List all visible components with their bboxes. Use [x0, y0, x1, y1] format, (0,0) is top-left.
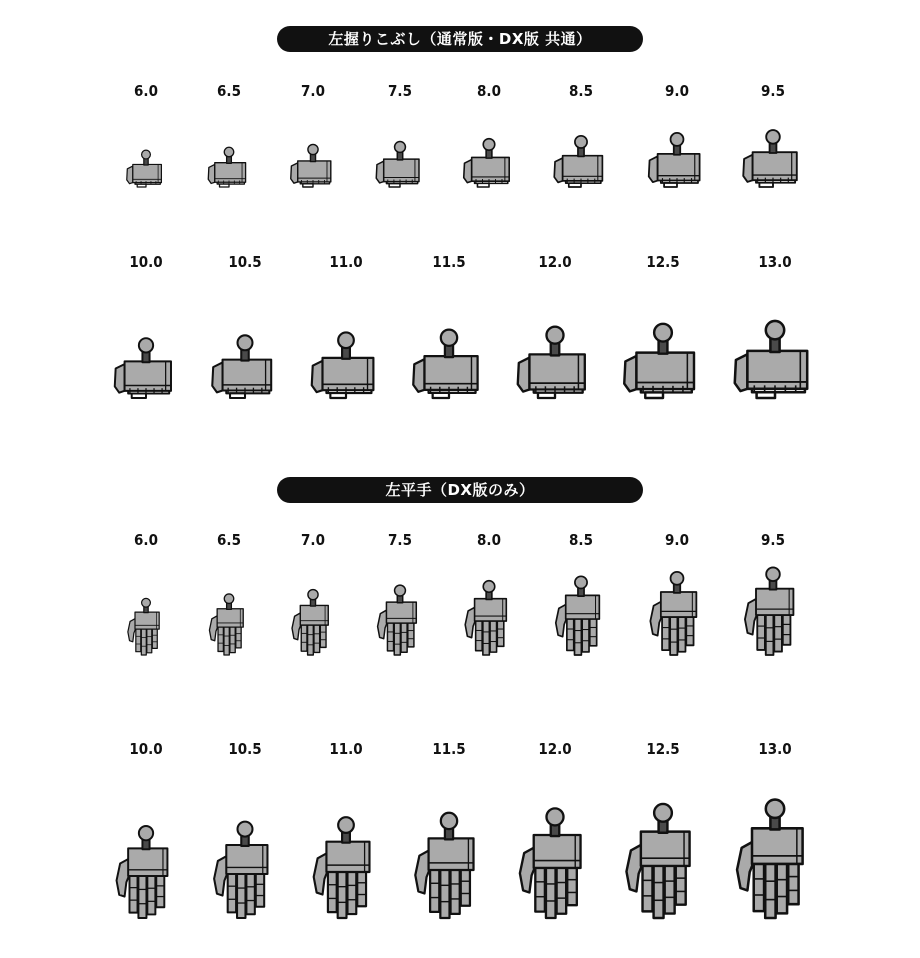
- size-label: 11.0: [329, 740, 363, 758]
- size-label: 10.5: [228, 740, 262, 758]
- size-label: 7.5: [388, 531, 412, 549]
- size-label: 10.0: [129, 253, 163, 271]
- size-label: 11.5: [432, 253, 466, 271]
- size-label: 13.0: [758, 740, 792, 758]
- size-label: 8.5: [569, 531, 593, 549]
- size-label: 7.5: [388, 82, 412, 100]
- size-label: 8.0: [477, 82, 501, 100]
- size-label: 9.5: [761, 82, 785, 100]
- size-label: 6.0: [134, 82, 158, 100]
- size-label: 12.0: [538, 740, 572, 758]
- open-hand-icon: [705, 798, 845, 958]
- section-title-open-hand: 左平手（DX版のみ）: [277, 477, 643, 503]
- size-label: 8.5: [569, 82, 593, 100]
- section-title-fist: 左握りこぶし（通常版・DX版 共通）: [277, 26, 643, 52]
- fist-hand-icon: [703, 67, 843, 227]
- size-label: 13.0: [758, 253, 792, 271]
- size-label: 6.0: [134, 531, 158, 549]
- size-label: 10.0: [129, 740, 163, 758]
- size-label: 11.5: [432, 740, 466, 758]
- size-label: 7.0: [301, 531, 325, 549]
- size-label: 12.5: [646, 740, 680, 758]
- size-label: 8.0: [477, 531, 501, 549]
- fist-hand-icon: [705, 278, 845, 438]
- size-label: 7.0: [301, 82, 325, 100]
- size-label: 12.0: [538, 253, 572, 271]
- open-hand-icon: [703, 535, 843, 695]
- size-label: 11.0: [329, 253, 363, 271]
- size-label: 9.5: [761, 531, 785, 549]
- size-label: 6.5: [217, 82, 241, 100]
- size-label: 12.5: [646, 253, 680, 271]
- size-label: 6.5: [217, 531, 241, 549]
- size-label: 9.0: [665, 82, 689, 100]
- size-label: 10.5: [228, 253, 262, 271]
- size-label: 9.0: [665, 531, 689, 549]
